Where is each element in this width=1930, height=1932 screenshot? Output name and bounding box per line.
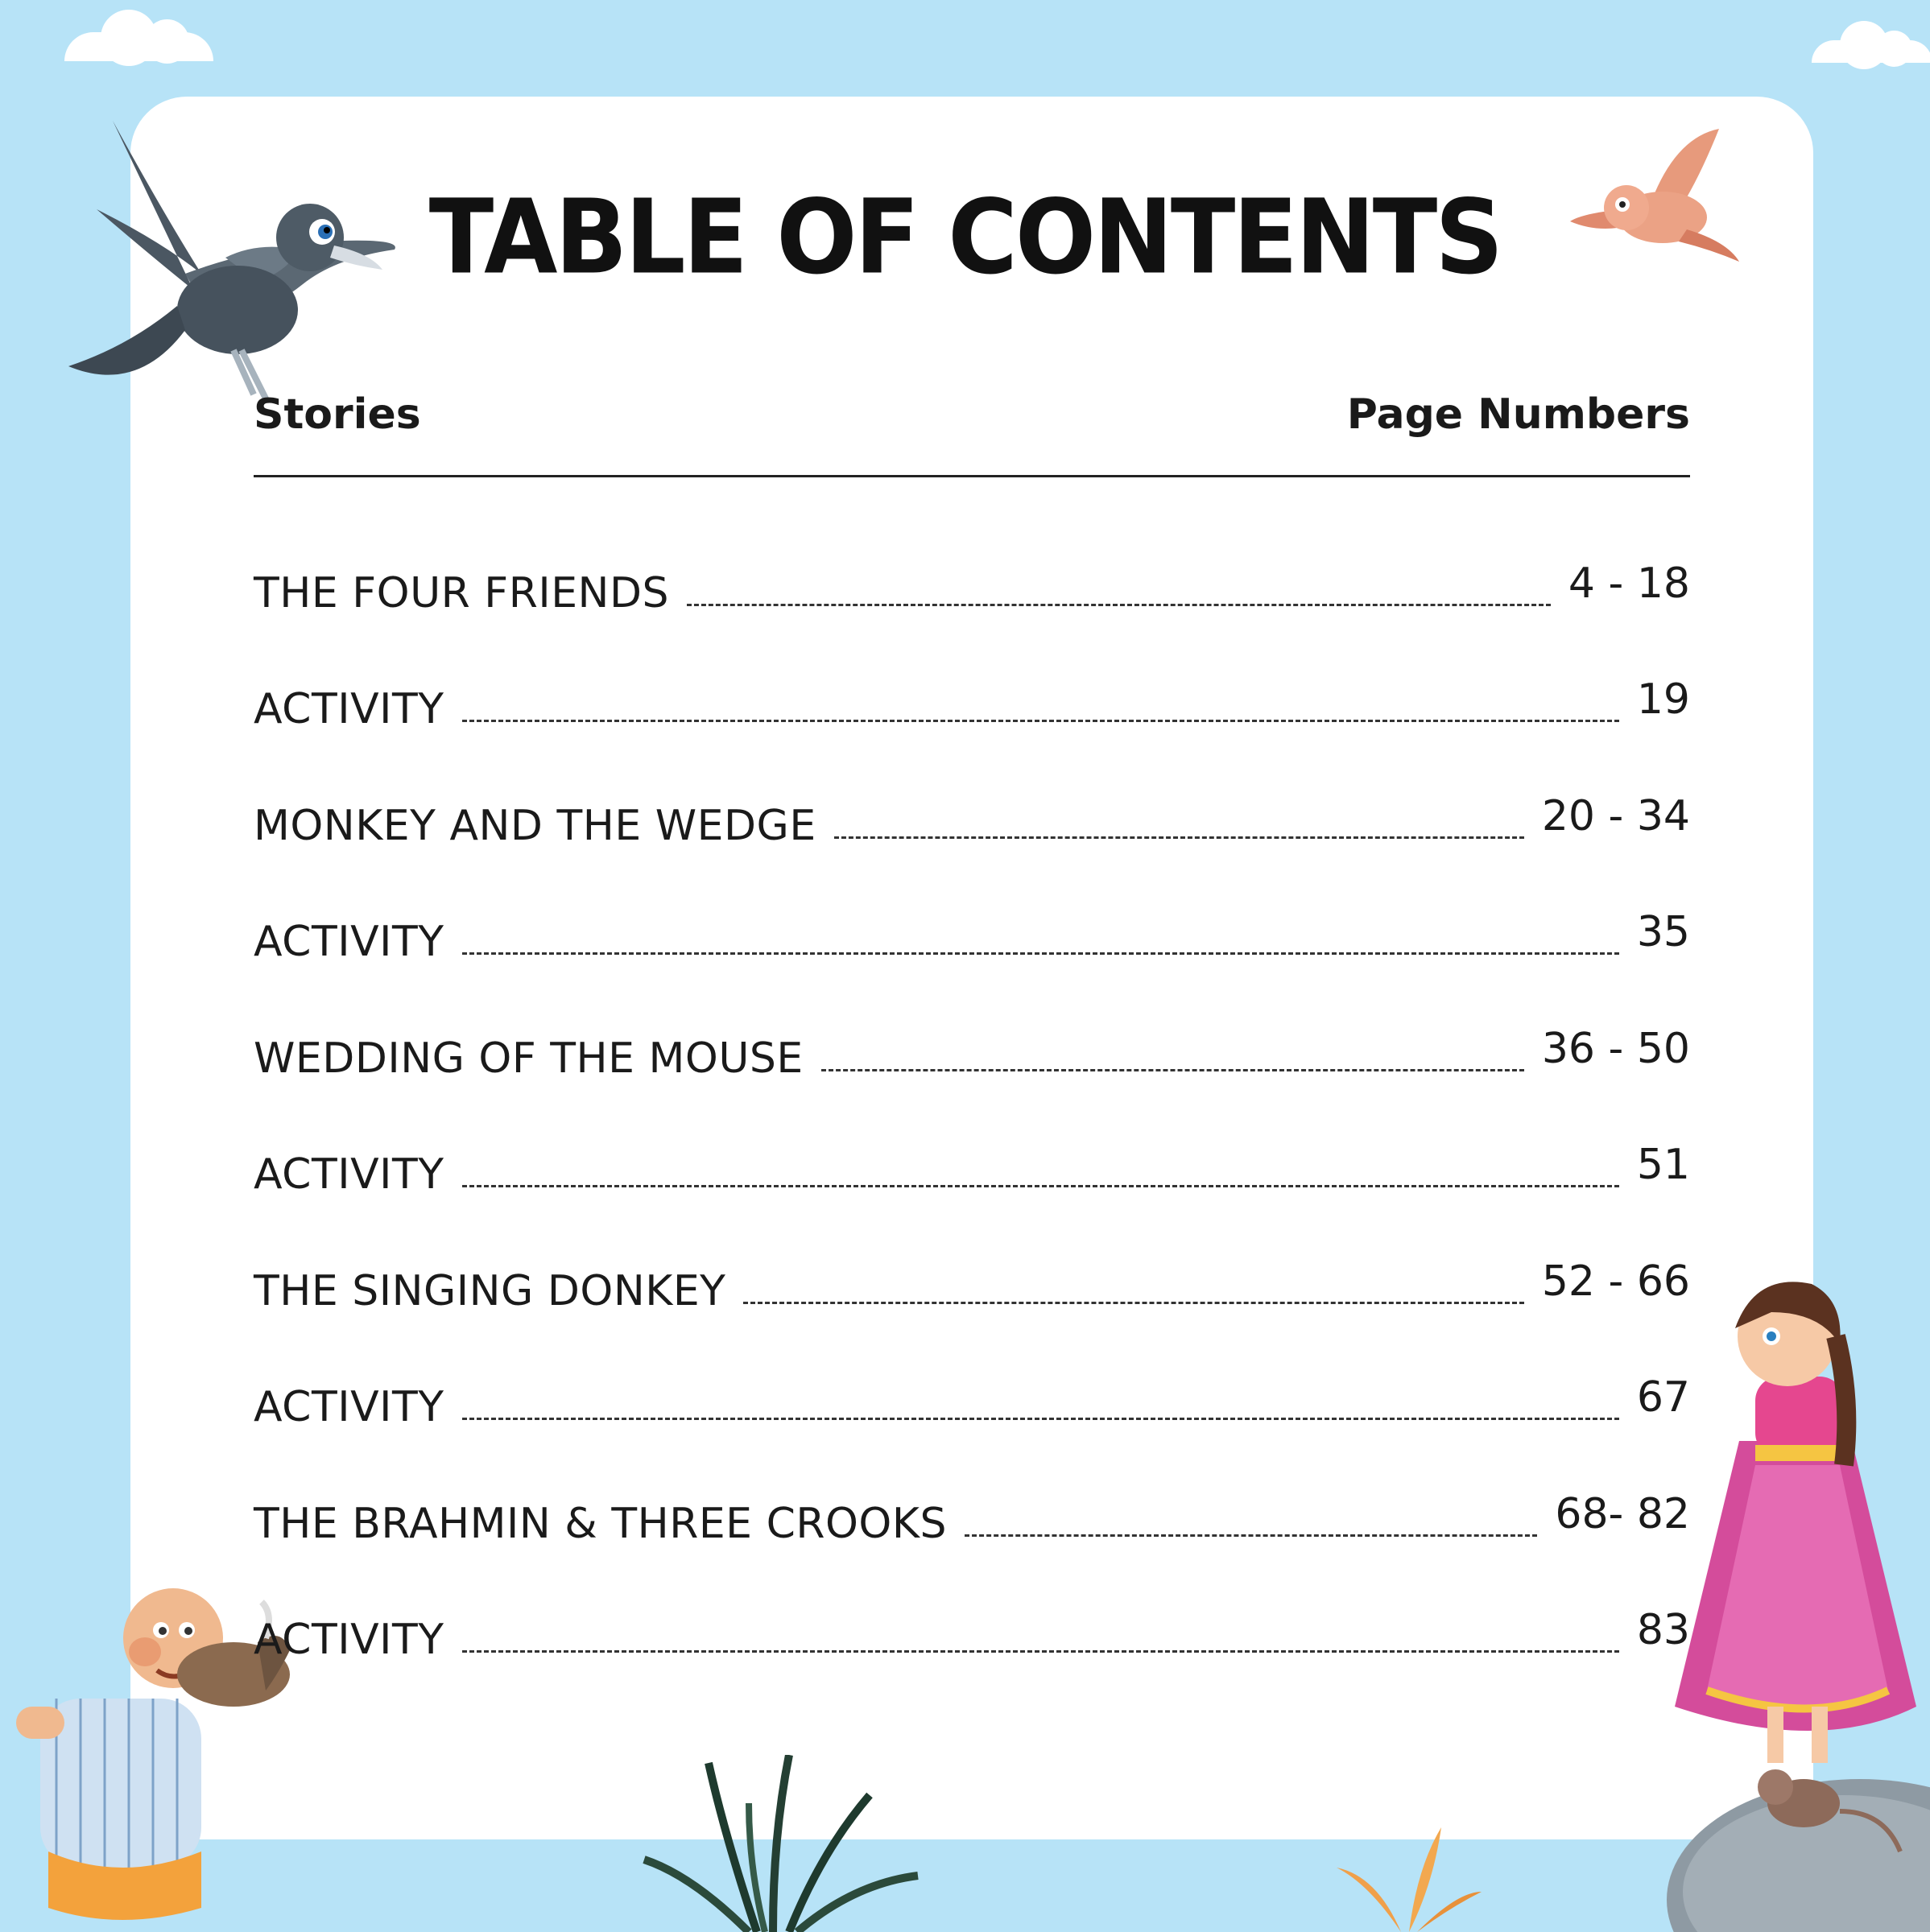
toc-entry xyxy=(254,1213,1690,1330)
leaves-illustration xyxy=(1320,1819,1482,1932)
toc-entry-pages: 35 xyxy=(1636,908,1690,956)
page-numbers-header: Page Numbers xyxy=(1346,390,1690,439)
toc-entry-pages: 68- 82 xyxy=(1555,1489,1690,1538)
dotted-leader xyxy=(743,1302,1523,1304)
toc-list xyxy=(254,515,1690,1678)
toc-entry-title: THE BRAHMIN & THREE CROOKS xyxy=(254,1499,947,1548)
toc-entry-pages: 36 - 50 xyxy=(1541,1024,1690,1073)
toc-entry-pages: 20 - 34 xyxy=(1541,791,1690,840)
toc-entry-pages: 4 - 18 xyxy=(1568,559,1690,608)
dotted-leader xyxy=(462,1650,1619,1653)
dotted-leader xyxy=(834,836,1524,839)
toc-entry-pages: 52 - 66 xyxy=(1541,1257,1690,1306)
toc-entry-title: ACTIVITY xyxy=(254,918,444,966)
stories-header: Stories xyxy=(254,390,421,439)
toc-entry-pages: 51 xyxy=(1636,1141,1690,1189)
toc-entry-title: ACTIVITY xyxy=(254,1616,444,1664)
toc-entry-title: THE FOUR FRIENDS xyxy=(254,568,669,617)
page-title: TABLE OF CONTENTS xyxy=(428,176,1502,297)
toc-entry-title: WEDDING OF THE MOUSE xyxy=(254,1034,804,1083)
dotted-leader xyxy=(965,1534,1537,1537)
toc-entry-pages: 67 xyxy=(1636,1373,1690,1422)
toc-entry xyxy=(254,1563,1690,1679)
toc-entry xyxy=(254,515,1690,632)
toc-entry-title: MONKEY AND THE WEDGE xyxy=(254,801,816,850)
toc-entry xyxy=(254,1097,1690,1214)
toc-entry-title: ACTIVITY xyxy=(254,1383,444,1431)
dotted-leader xyxy=(462,952,1619,955)
dotted-leader xyxy=(462,1185,1619,1187)
toc-entry xyxy=(254,1446,1690,1563)
toc-entry xyxy=(254,632,1690,749)
toc-entry-pages: 83 xyxy=(1636,1606,1690,1654)
column-headers xyxy=(254,390,1690,447)
dotted-leader xyxy=(462,1418,1619,1420)
dotted-leader xyxy=(821,1069,1524,1071)
dotted-leader xyxy=(462,720,1619,722)
toc-entry xyxy=(254,1330,1690,1447)
toc-entry-title: ACTIVITY xyxy=(254,1150,444,1199)
toc-entry xyxy=(254,865,1690,981)
toc-entry-pages: 19 xyxy=(1636,675,1690,724)
grass-illustration xyxy=(628,1755,934,1932)
toc-entry xyxy=(254,980,1690,1097)
header-divider xyxy=(254,475,1690,477)
cloud-right xyxy=(1812,40,1930,63)
girl-with-mouse-illustration xyxy=(1659,1256,1930,1932)
dotted-leader xyxy=(687,604,1551,606)
toc-entry xyxy=(254,748,1690,865)
toc-entry-title: ACTIVITY xyxy=(254,685,444,733)
toc-entry-title: THE SINGING DONKEY xyxy=(254,1266,726,1315)
cloud-left xyxy=(64,32,213,61)
